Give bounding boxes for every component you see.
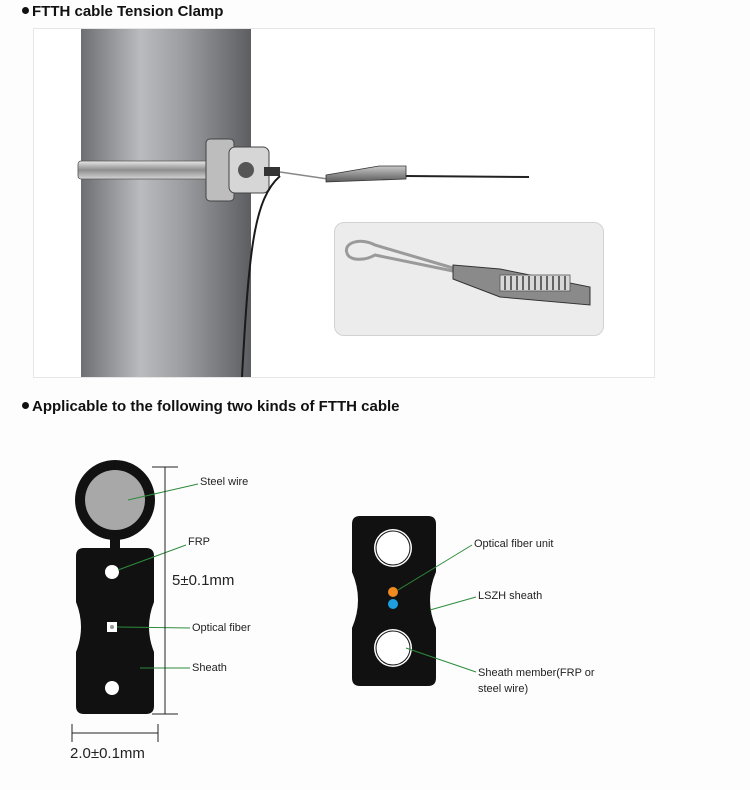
left-cable-cross-section [75, 460, 155, 714]
label-lszh-sheath: LSZH sheath [478, 590, 543, 602]
label-optical-fiber-unit: Optical fiber unit [474, 538, 554, 550]
label-sheath-member: Sheath member(FRP or [478, 667, 595, 679]
right-cable-cross-section [352, 516, 436, 686]
section-heading-text: FTTH cable Tension Clamp [32, 3, 224, 20]
steel-wire-core [85, 470, 145, 530]
height-dimension-label: 5±0.1mm [172, 572, 235, 589]
optical-fiber-blue [388, 599, 398, 609]
label-sheath-member-cont: steel wire) [478, 683, 529, 695]
section-heading-text: Applicable to the following two kinds of FTTH cable [32, 398, 400, 415]
frp-member-bottom [105, 681, 119, 695]
label-frp: FRP [188, 536, 210, 548]
width-dimension-label: 2.0±0.1mm [70, 745, 145, 762]
label-optical-fiber: Optical fiber [192, 622, 251, 634]
height-dimension [152, 467, 178, 714]
optical-fiber-orange [388, 587, 398, 597]
label-sheath: Sheath [192, 662, 227, 674]
label-steel-wire: Steel wire [200, 476, 249, 488]
frp-member-top [105, 565, 119, 579]
width-dimension [72, 724, 158, 742]
